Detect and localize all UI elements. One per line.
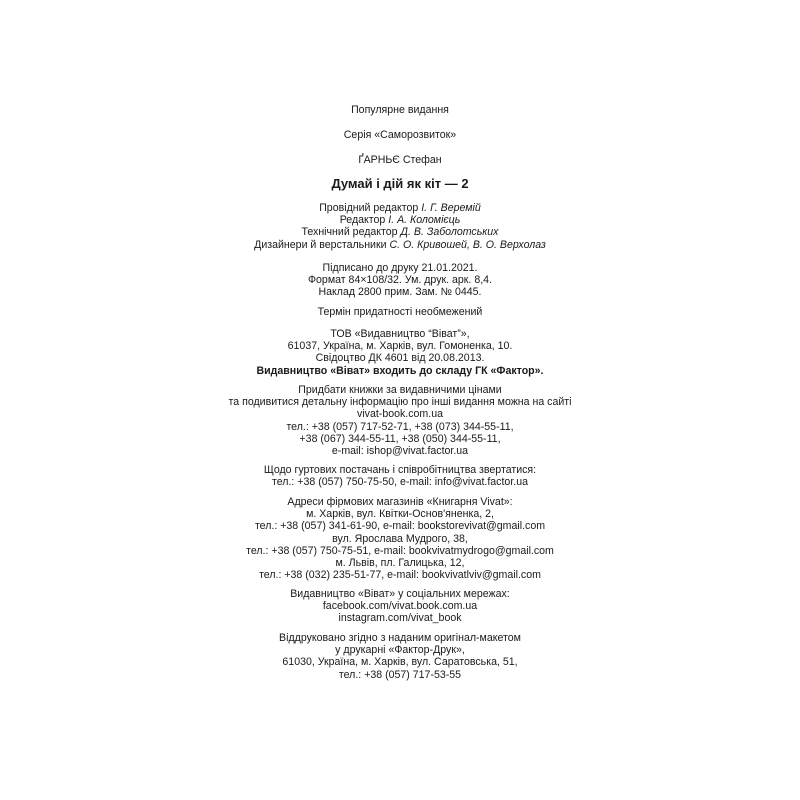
shelf-life xyxy=(0,306,800,318)
store-3-address: м. Львів, пл. Галицька, 12, xyxy=(335,557,465,570)
store-2-contact: тел.: +38 (057) 750-75-51, e-mail: bookvivatmydrogo@gmail.com xyxy=(246,544,554,557)
print-info-block xyxy=(0,262,800,299)
publisher-name: ТОВ «Видавництво “Віват”», xyxy=(330,328,470,340)
tech-editor-name: Д. В. Заболотських xyxy=(400,226,499,239)
book-title-text: Думай і дій як кіт — 2 xyxy=(331,176,469,191)
author xyxy=(0,154,800,166)
tech-editor-line xyxy=(0,226,800,238)
wholesale-line-2: тел.: +38 (057) 750-75-50, e-mail: info@vivat.factor.ua xyxy=(272,476,528,489)
stores-block xyxy=(0,496,800,581)
printing-block xyxy=(0,632,800,681)
printing-line-2: у друкарні «Фактор-Друк», xyxy=(335,644,465,657)
buy-line-2: та подивитися детальну інформацію про інші видання можна на сайті xyxy=(228,396,572,409)
editors-block xyxy=(0,202,800,251)
tech-editor-label: Технічний редактор xyxy=(301,226,398,239)
wholesale-line-1: Щодо гуртових постачань і співробітництва звертатися: xyxy=(263,464,537,476)
author-text: ҐАРНЬЄ Стефан xyxy=(358,154,442,166)
series-type xyxy=(0,104,800,116)
publisher-block xyxy=(0,328,800,377)
wholesale-block xyxy=(0,464,800,488)
printing-line-3: 61030, Україна, м. Харків, вул. Саратовська, 51, xyxy=(282,656,518,669)
series-name-text: Серія «Саморозвиток» xyxy=(343,129,457,141)
series-type-text: Популярне видання xyxy=(351,104,449,116)
print-run: Наклад 2800 прим. Зам. № 0445. xyxy=(318,286,482,299)
buy-phones-1: тел.: +38 (057) 717-52-71, +38 (073) 344-55-11, xyxy=(286,420,514,433)
store-1-address: м. Харків, вул. Квітки-Основ'яненка, 2, xyxy=(306,508,494,521)
designers-names: С. О. Кривошей, В. О. Верхолаз xyxy=(389,238,546,251)
editor-name: І. А. Коломієць xyxy=(388,214,461,227)
lead-editor-line xyxy=(0,202,800,214)
store-1-contact: тел.: +38 (057) 341-61-90, e-mail: bookstorevivat@gmail.com xyxy=(254,520,546,533)
buy-email[interactable]: e-mail: ishop@vivat.factor.ua xyxy=(331,445,469,458)
designers-line xyxy=(0,239,800,251)
store-3-contact: тел.: +38 (032) 235-51-77, e-mail: bookvivatlviv@gmail.com xyxy=(259,569,541,582)
signed-date: Підписано до друку 21.01.2021. xyxy=(322,262,478,274)
buy-block xyxy=(0,384,800,457)
buy-line-1: Придбати книжки за видавничими цінами xyxy=(298,384,502,396)
store-2-address: вул. Ярослава Мудрого, 38, xyxy=(332,532,468,545)
editor-line xyxy=(0,214,800,226)
designers-label: Дизайнери й верстальники xyxy=(254,238,387,251)
series-name xyxy=(0,129,800,141)
stores-heading: Адреси фірмових магазинів «Книгарня Vivat»: xyxy=(287,496,513,508)
facebook-link[interactable]: facebook.com/vivat.book.com.ua xyxy=(322,600,478,613)
book-title xyxy=(0,176,800,191)
social-block xyxy=(0,588,800,625)
editor-label: Редактор xyxy=(339,214,386,227)
publisher-group: Видавництво «Віват» входить до складу ГК «Фактор». xyxy=(256,364,544,377)
instagram-link[interactable]: instagram.com/vivat_book xyxy=(338,612,462,625)
lead-editor-name: І. Г. Веремій xyxy=(421,202,481,214)
printing-line-4: тел.: +38 (057) 717-53-55 xyxy=(338,668,462,681)
format-info: Формат 84×108/32. Ум. друк. арк. 8,4. xyxy=(307,274,492,287)
shelf-life-text: Термін придатності необмежений xyxy=(317,306,483,318)
printing-line-1: Віддруковано згідно з наданим оригінал-макетом xyxy=(279,632,521,644)
website-link[interactable]: vivat-book.com.ua xyxy=(357,408,443,421)
publisher-address: 61037, Україна, м. Харків, вул. Гомоненка, 10. xyxy=(287,340,513,353)
publisher-certificate: Свідоцтво ДК 4601 від 20.08.2013. xyxy=(315,352,485,365)
buy-phones-2: +38 (067) 344-55-11, +38 (050) 344-55-11, xyxy=(299,432,501,445)
social-heading: Видавництво «Віват» у соціальних мережах: xyxy=(290,588,510,600)
lead-editor-label: Провідний редактор xyxy=(319,202,419,214)
